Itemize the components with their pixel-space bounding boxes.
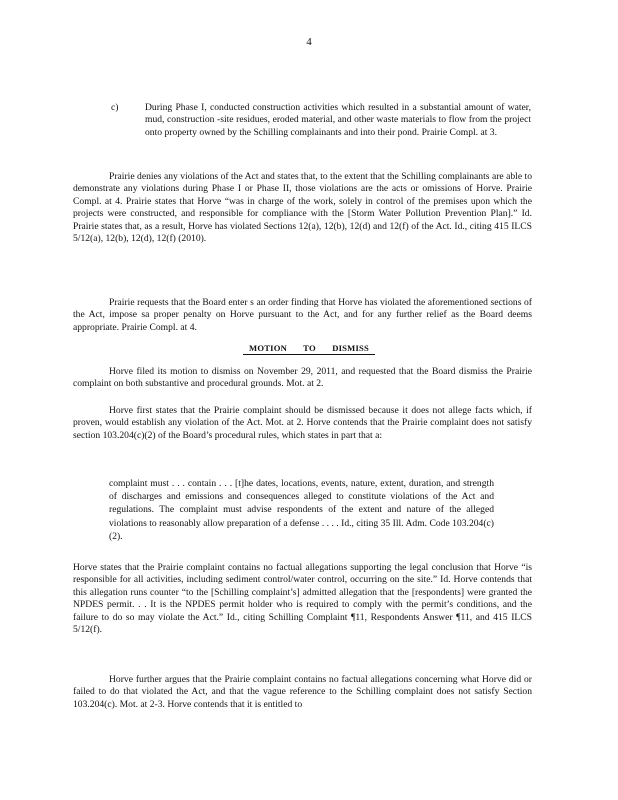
paragraph-horve-first-states [73,405,532,442]
paragraph-horve-states: Horve states that the Prairie complaint contains no factual allegations supporting the legal conclusion that Horve “is responsible for all activities, including sediment control/water control, occurring on the site.” Id. Horve contends that this allegation runs counter “to the [Schilling complaint’s] admitted allegation that the [respondents] were granted the NPDES permit. . . It is the NPDES permit holder who is required to comply with the permit’s conditions, and the failure to do so may violate the Act.” Id., citing Schilling Complaint ¶11, Respondents Answer ¶11, and 415 ILCS 5/12(f). [73,562,532,636]
paragraph-text: Prairie denies any violations of the Act and states that, to the extent that the Schilling complainants are able to demonstrate any violations during Phase I or Phase II, those violations are the acts or omissions of Horve. Prairie Compl. at 4. Prairie states that Horve “was in charge of the work, solely in control of the premises upon which the projects were constructed, and responsible for compliance with the [Storm Water Pollution Prevention Plan].” Id. Prairie states that, as a result, Horve has violated Sections 12(a), 12(b), 12(d) and 12(f) of the Act. Id., citing 415 ILCS 5/12(a), 12(b), 12(d), 12(f) (2010). [73,171,532,245]
section-heading-text: MOTION TO DISMISS [243,343,375,355]
block-quote: complaint must . . . contain . . . [t]he dates, locations, events, nature, extent, duration, and strength of discharges and emissions and consequences alleged to constitute violations of the Act and regulations. The complaint must advise respondents of the extent and nature of the alleged violations to reasonably allow preparation of a defense . . . . Id., citing 35 Ill. Adm. Code 103.204(c)(2). [109,478,494,542]
list-item-marker: c) [111,102,119,113]
page-number: 4 [306,36,312,48]
paragraph-text: Horve first states that the Prairie complaint should be dismissed because it does not allege facts which, if proven, would establish any violation of the Act. Mot. at 2. Horve contends that the Prairie complaint does not satisfy section 103.204(c)(2) of the Board’s procedural rules, which states in part that a: [73,405,532,441]
paragraph-text: Prairie requests that the Board enter s an order finding that Horve has violated the aforementioned sections of the Act, impose sa proper penalty on Horve pursuant to the Act, and for any further relief as the Board deems appropriate. Prairie Compl. at 4. [73,297,532,333]
paragraph-horve-filed [73,366,532,391]
paragraph-prairie-requests [73,297,532,334]
paragraph-horve-further-argues [73,674,532,711]
paragraph-text: Horve further argues that the Prairie complaint contains no factual allegations concerning what Horve did or failed to do that violated the Act, and that the vague reference to the Schilling complaint does not satisfy Section 103.204(c). Mot. at 2-3. Horve contends that it is entitled to [73,674,532,710]
paragraph-prairie-denies [73,171,532,245]
paragraph-text: Horve filed its motion to dismiss on November 29, 2011, and requested that the Board dismiss the Prairie complaint on both substantive and procedural grounds. Mot. at 2. [73,366,532,390]
list-item-text: During Phase I, conducted construction activities which resulted in a substantial amount of water, mud, construction -site residues, eroded material, and other waste materials to flow from the project onto property owned by the Schilling complainants and into their pond. Prairie Compl. at 3. [145,102,531,138]
section-heading [0,342,618,354]
